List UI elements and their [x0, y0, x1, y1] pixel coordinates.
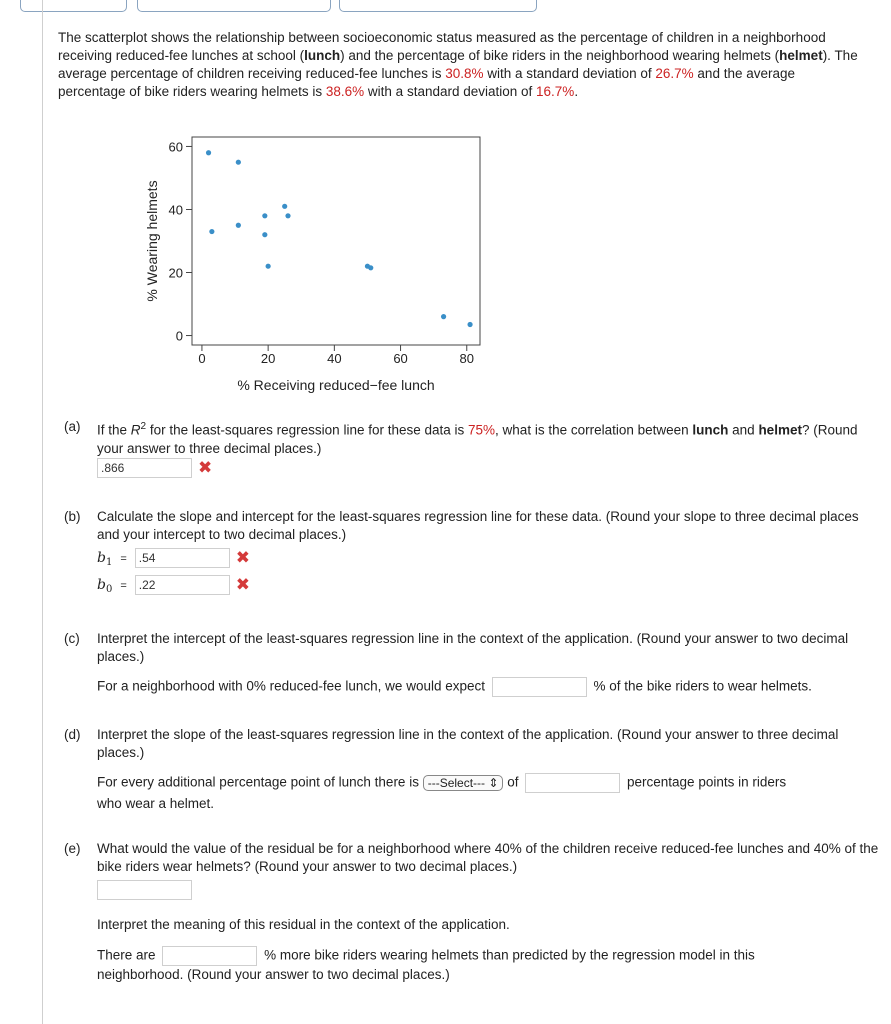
answer-a-input[interactable]: .866	[97, 458, 192, 478]
slope-input[interactable]: .54	[135, 548, 230, 568]
updown-icon: ⇕	[488, 776, 499, 790]
plot-frame	[192, 137, 480, 345]
equals-sign: =	[120, 579, 127, 592]
question-c-text: Interpret the intercept of the least-squares regression line in the context of the application. (Round your answer to two decimal places.)	[97, 631, 849, 664]
data-point	[236, 223, 241, 228]
b1-symbol: $b_1$	[97, 549, 113, 568]
y-tick-label: 20	[168, 265, 183, 281]
slope-sentence-start: For every additional percentage point of lunch there is	[97, 774, 419, 790]
question-d-label: (d)	[64, 727, 81, 742]
residual-sentence-end: % more bike riders wearing helmets than predicted by the regression model in this	[264, 947, 755, 963]
question-e	[64, 840, 884, 876]
question-c	[64, 630, 884, 666]
incorrect-icon: ✖	[198, 458, 213, 477]
question-d-text: Interpret the slope of the least-squares regression line in the context of the application. (Round your answer to three decimal places.)	[97, 727, 839, 760]
b0-symbol: $b_0$	[97, 576, 113, 595]
scatterplot	[140, 130, 485, 400]
top-tab-2[interactable]	[137, 0, 331, 12]
top-tab-3[interactable]	[339, 0, 537, 12]
of-text: of	[507, 774, 519, 790]
data-point	[236, 160, 241, 165]
question-e-text: What would the value of the residual be for a neighborhood where 40% of the children receive reduced-fee lunches and 40% of the bike riders wear helmets? (Round your answer to two decimal places.)	[97, 841, 879, 874]
incorrect-icon: ✖	[235, 575, 251, 594]
x-axis-label: % Receiving reduced−fee lunch	[237, 377, 435, 393]
question-a-label: (a)	[64, 419, 81, 434]
x-tick-label: 20	[260, 351, 276, 366]
data-point	[282, 204, 287, 209]
residual-sentence-start: There are	[97, 947, 156, 963]
intercept-input[interactable]: .22	[135, 575, 230, 595]
top-tab-1[interactable]	[20, 0, 127, 12]
data-point	[206, 150, 211, 155]
question-a-text: If the $R^2$ for the least-squares regression line for these data is 75%, what is the correlation between lunch and helmet? (Round your answer to three decimal places.)	[97, 421, 858, 456]
data-point	[441, 314, 446, 319]
intercept-sentence-start: For a neighborhood with 0% reduced-fee lunch, we would expect	[97, 678, 485, 694]
incorrect-icon: ✖	[235, 548, 251, 567]
data-point	[209, 229, 214, 234]
y-tick-label: 40	[168, 202, 183, 218]
data-point	[285, 213, 290, 218]
question-c-label: (c)	[64, 631, 80, 646]
data-point	[262, 213, 267, 218]
residual-interpret-input[interactable]	[162, 946, 257, 966]
y-tick-label: 0	[175, 328, 183, 344]
left-border	[42, 0, 43, 1024]
slope-sentence-end: percentage points in riders	[627, 774, 787, 790]
increase-decrease-select[interactable]: ---Select--- ⇕	[423, 775, 504, 791]
residual-input[interactable]	[97, 880, 192, 900]
x-tick-label: 40	[327, 351, 342, 366]
question-b-text: Calculate the slope and intercept for the least-squares regression line for these data. (Round your slope to three decimal places and your intercept to two decimal places.)	[97, 509, 859, 542]
y-tick-label: 60	[168, 139, 183, 155]
question-d	[64, 726, 884, 762]
data-point	[266, 264, 271, 269]
data-point	[368, 265, 373, 270]
y-axis-label: % Wearing helmets	[144, 180, 160, 302]
question-b-label: (b)	[64, 509, 81, 524]
intro-paragraph: The scatterplot shows the relationship between socioeconomic status measured as the percentage of children in a neighborhood receiving reduced-fee lunches at school (lunch) and the percentage of bike riders in the neighborhood wearing helmets (helmet). The average percentage of children receiving reduced-fee lunches is 30.8% with a standard deviation of 26.7% and the average percentage of bike riders wearing helmets is 38.6% with a standard deviation of 16.7%.	[58, 30, 858, 99]
question-b	[64, 508, 884, 544]
data-point	[467, 322, 472, 327]
x-tick-label: 60	[393, 351, 408, 366]
slope-interpret-input[interactable]	[525, 773, 620, 793]
question-e-label: (e)	[64, 841, 81, 856]
x-tick-label: 80	[459, 351, 474, 366]
interpret-instruction: Interpret the meaning of this residual in the context of the application.	[97, 917, 510, 932]
question-a	[64, 418, 884, 458]
data-point	[262, 232, 267, 237]
intercept-interpret-input[interactable]	[492, 677, 587, 697]
x-tick-label: 0	[198, 351, 206, 366]
residual-sentence-line2: neighborhood. (Round your answer to two decimal places.)	[97, 967, 450, 982]
equals-sign: =	[120, 552, 127, 565]
slope-sentence-line2: who wear a helmet.	[97, 796, 215, 811]
intercept-sentence-end: % of the bike riders to wear helmets.	[593, 678, 812, 694]
